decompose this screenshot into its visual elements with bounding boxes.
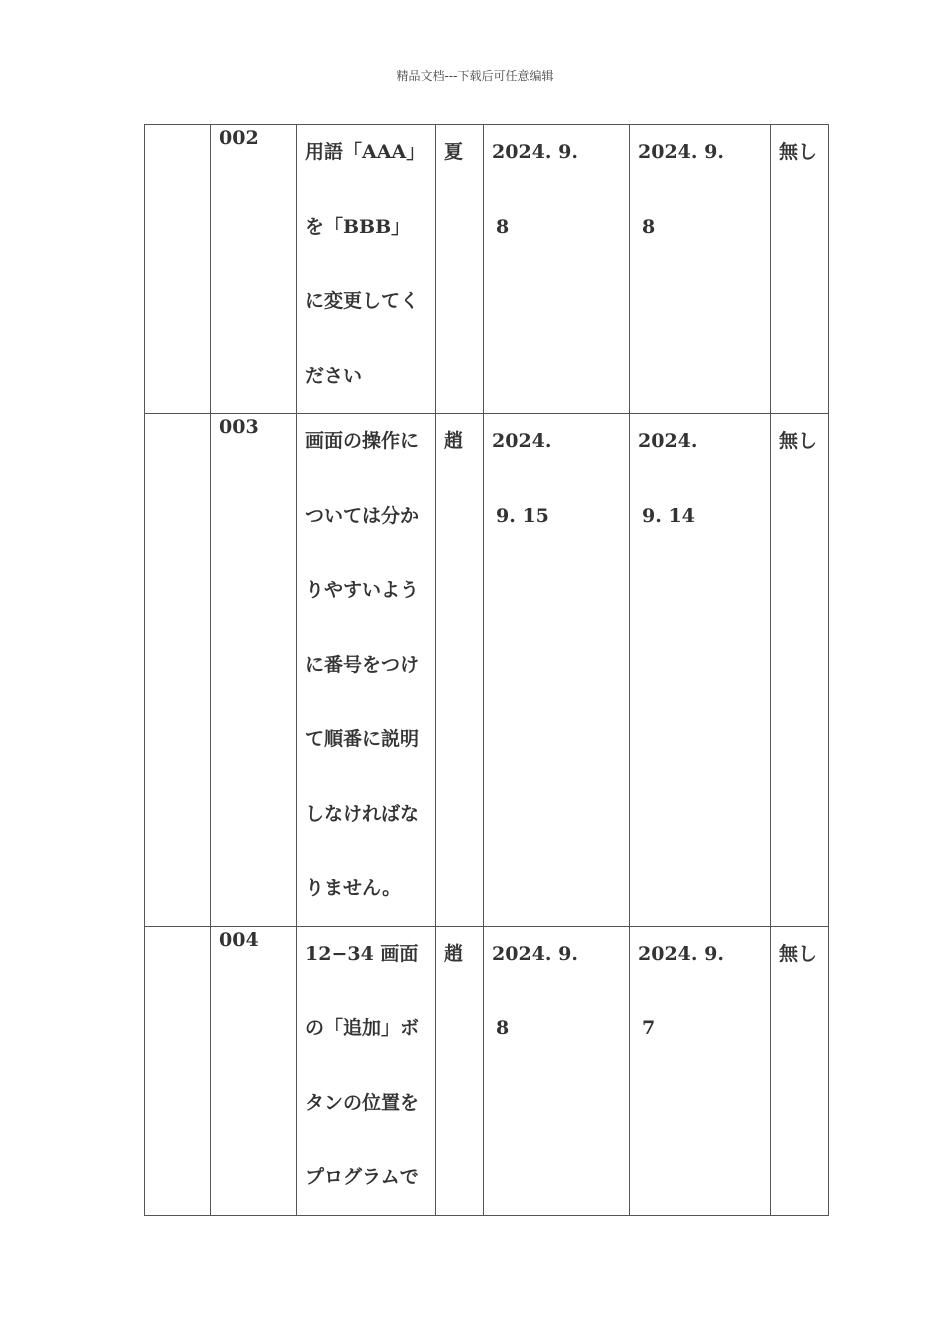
row-id: 004 — [219, 928, 259, 951]
remark-text: 無し — [779, 141, 818, 163]
description-line: 12−34 画面 — [305, 942, 419, 965]
date1-line: 8 — [496, 1017, 510, 1039]
description-cell — [297, 125, 436, 414]
date2-cell — [630, 926, 771, 1215]
review-table — [144, 124, 829, 1216]
blank-cell — [145, 414, 211, 927]
table-row — [145, 125, 829, 414]
description-line: 用語「AAA」 — [305, 141, 426, 163]
person-cell — [436, 414, 484, 927]
description-cell — [297, 926, 436, 1215]
description-line: に変更してく — [305, 290, 420, 312]
description-line: に番号をつけ — [305, 653, 420, 676]
date2-cell — [630, 414, 771, 927]
remark-cell — [771, 414, 829, 927]
date1-cell — [484, 926, 630, 1215]
date2-cell — [630, 125, 771, 414]
description-line: ついては分か — [305, 504, 420, 527]
date2-line: 8 — [642, 215, 656, 238]
id-cell — [211, 125, 297, 414]
date1-cell — [484, 414, 630, 927]
table-row — [145, 414, 829, 927]
description-line: しなければな — [305, 802, 420, 825]
table-row — [145, 926, 829, 1215]
date1-line: 9. 15 — [496, 504, 549, 527]
remark-text: 無し — [779, 430, 818, 452]
description-line: の「追加」ボ — [305, 1017, 420, 1039]
description-cell — [297, 414, 436, 927]
row-id: 003 — [219, 416, 259, 438]
remark-cell — [771, 926, 829, 1215]
date1-line: 2024. 9. — [492, 942, 578, 965]
description-line: プログラムで — [305, 1166, 419, 1188]
description-line: て順番に説明 — [305, 728, 420, 750]
date2-line: 2024. 9. — [638, 942, 724, 965]
description-line: りません。 — [305, 877, 402, 899]
blank-cell — [145, 125, 211, 414]
description-line: タンの位置を — [305, 1091, 420, 1114]
row-id: 002 — [219, 127, 259, 149]
description-line: ださい — [305, 364, 363, 387]
description-line: を「BBB」 — [305, 215, 411, 238]
date2-line: 2024. 9. — [638, 141, 724, 163]
date1-line: 2024. 9. — [492, 141, 578, 163]
page-header: 精品文档---下载后可任意编辑 — [396, 69, 554, 83]
description-line: りやすいよう — [305, 579, 420, 601]
date1-line: 2024. — [492, 430, 552, 452]
date2-line: 2024. — [638, 430, 698, 452]
blank-cell — [145, 926, 211, 1215]
person-name: 趙 — [444, 430, 464, 452]
person-cell — [436, 125, 484, 414]
id-cell — [211, 926, 297, 1215]
person-name: 趙 — [444, 942, 464, 965]
remark-cell — [771, 125, 829, 414]
description-line: 画面の操作に — [305, 430, 420, 452]
date1-cell — [484, 125, 630, 414]
date1-line: 8 — [496, 215, 510, 238]
date2-line: 7 — [642, 1017, 656, 1039]
person-cell — [436, 926, 484, 1215]
date2-line: 9. 14 — [642, 504, 695, 527]
person-name: 夏 — [444, 141, 464, 163]
id-cell — [211, 414, 297, 927]
remark-text: 無し — [779, 942, 818, 965]
